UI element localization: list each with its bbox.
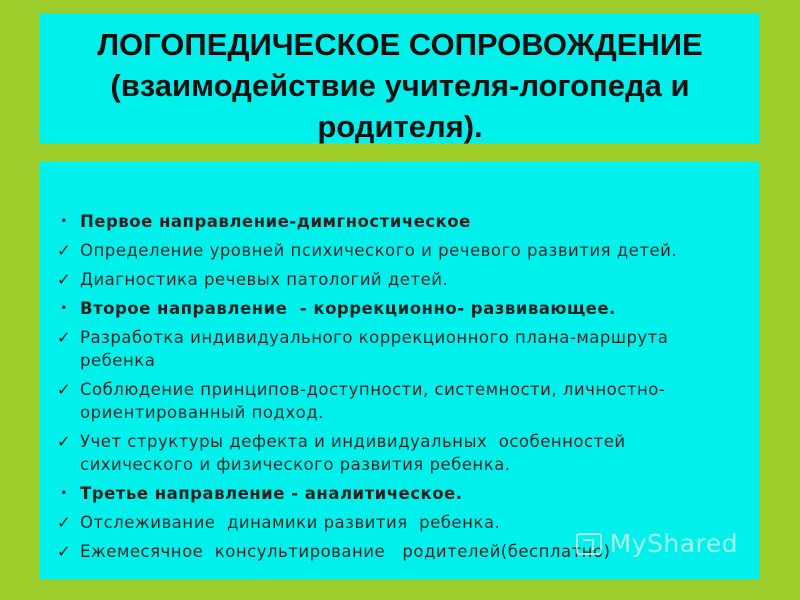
external-link-icon [576, 533, 602, 555]
list-item [52, 239, 742, 262]
checkmark-icon: ✓ [56, 542, 72, 561]
title-line-2: (взаимодействие учителя-логопеда и [110, 68, 690, 103]
direction-list [52, 210, 742, 563]
list-item-text: Третье направление - аналитическое. [80, 484, 463, 503]
checkmark-icon: ✓ [56, 432, 72, 451]
list-item [52, 430, 742, 476]
slide-title [46, 24, 754, 147]
list-item-text: Ежемесячное консультирование родителей(бесплатно) [80, 542, 611, 561]
list-item [52, 378, 742, 424]
checkmark-icon: ✓ [56, 328, 72, 347]
list-item-text: Определение уровней психического и речевого развития детей. [80, 241, 678, 260]
list-item-direction-1 [52, 210, 742, 233]
bullet-icon: • [60, 301, 68, 315]
list-item-text: Второе направление - коррекционно- развивающее. [80, 299, 616, 318]
list-item [52, 268, 742, 291]
title-line-3: родителя). [317, 109, 483, 144]
list-item-text: Отслеживание динамики развития ребенка. [80, 513, 501, 532]
title-box [40, 14, 760, 143]
list-item-text: Разработка индивидуального коррекционного плана-маршрута ребенка [80, 328, 669, 370]
checkmark-icon: ✓ [56, 380, 72, 399]
list-item-text: Диагностика речевых патологий детей. [80, 270, 449, 289]
list-item-direction-2 [52, 297, 742, 320]
list-item-text: Первое направление-димгностическое [80, 212, 471, 231]
bullet-icon: • [60, 214, 68, 228]
checkmark-icon: ✓ [56, 513, 72, 532]
watermark [576, 529, 738, 558]
list-item-text: Учет структуры дефекта и индивидуальных особенностей сихического и физического развития ребенка. [80, 432, 632, 474]
list-item-direction-3 [52, 482, 742, 505]
bullet-icon: • [60, 486, 68, 500]
checkmark-icon: ✓ [56, 241, 72, 260]
list-item [52, 326, 742, 372]
content-box [40, 162, 760, 580]
list-item-text: Соблюдение принципов-доступности, системности, личностно-ориентированный подход. [80, 380, 666, 422]
checkmark-icon: ✓ [56, 270, 72, 289]
title-line-1: ЛОГОПЕДИЧЕСКОЕ СОПРОВОЖДЕНИЕ [97, 27, 703, 62]
watermark-text: MyShared [609, 529, 738, 558]
